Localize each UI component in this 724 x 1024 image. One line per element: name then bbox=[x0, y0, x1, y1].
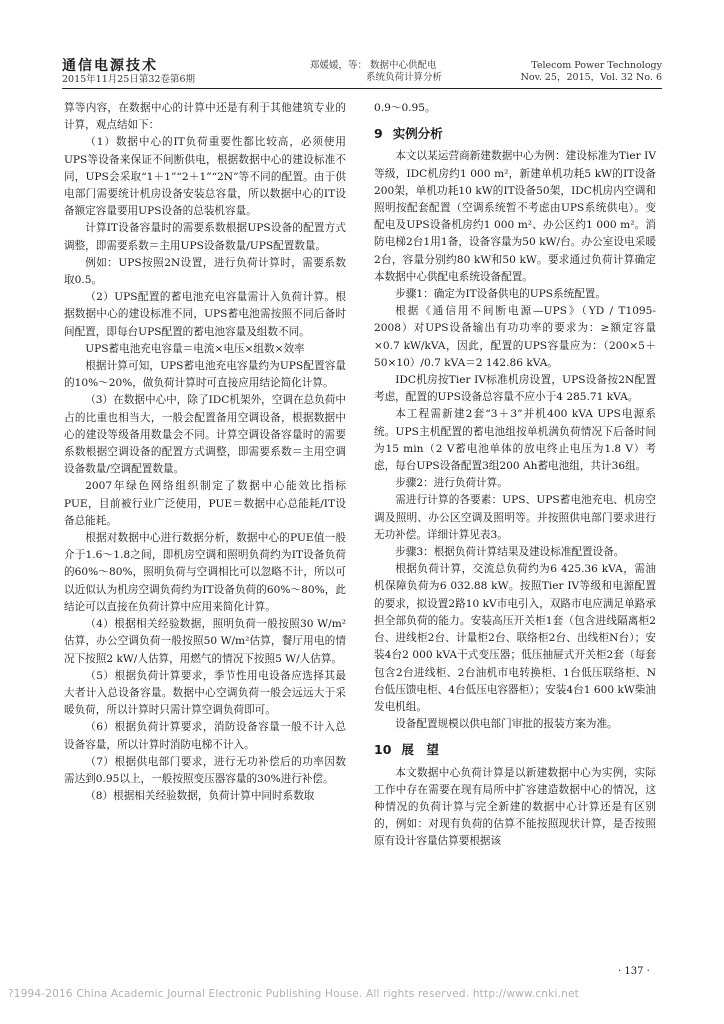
paragraph: 例如：UPS按照2N设置，进行负荷计算时，需要系数取0.5。 bbox=[64, 256, 346, 287]
section-number: 9 bbox=[374, 126, 383, 142]
paragraph: 步骤2：进行负荷计算。 bbox=[395, 477, 508, 490]
paragraph: 本工程需新建2套“3＋3”并机400 kVA UPS电源系统。UPS主机配置的蓄电池组按单机满负荷情况下后备时间为15 min（2 V蓄电池单体的放电终止电压为1.8 V）考虑，每台UPS设备配置3组200 Ah蓄电池组，共计36组。 bbox=[374, 408, 656, 473]
paragraph: 0.9～0.95。 bbox=[374, 102, 436, 114]
paragraph: 根据对数据中心进行数据分析，数据中心的PUE值一般介于1.6～1.8之间，即机房空调和照明负荷约为IT设备负荷的60%～80%，照明负荷与空调相比可以忽略不计，所以可以近似认为机房空调负荷约为IT设备负荷的60%～80%，此结论可以直接在负荷计算中应用来简化计算。 bbox=[64, 532, 346, 613]
paragraph: 步骤3：根据负荷计算结果及建设标准配置设备。 bbox=[395, 546, 625, 559]
section-number: 10 bbox=[374, 742, 392, 758]
section-heading-9 bbox=[374, 125, 656, 142]
header-authors: 郑媛媛，等： 数据中心供配电 bbox=[310, 60, 437, 71]
paragraph: （6）根据负荷计算要求，消防设备容量一般不计入总设备容量，所以计算时消防电梯不计入。 bbox=[64, 721, 346, 751]
paragraph: （7）根据供电部门要求，进行无功补偿后的功率因数需达到0.95以上，一般按照变压器容量的30%进行补偿。 bbox=[64, 755, 346, 785]
paragraph: （5）根据负荷计算要求，季节性用电设备应选择其最大者计入总设备容量。数据中心空调负荷一般会远远大于采暖负荷，所以计算时只需计算空调负荷即可。 bbox=[64, 669, 346, 717]
running-header bbox=[62, 58, 662, 89]
paragraph: （4）根据相关经验数据，照明负荷一般按照30 W/m²估算，办公空调负荷一般按照50 W/m²估算，餐厅用电的情况下按照2 kW/人估算，用燃气的情况下按照5 W/人估算。 bbox=[64, 618, 346, 665]
header-article-title: 系统负荷计算分析 bbox=[366, 72, 443, 83]
paragraph: 2007年绿色网络组织制定了数据中心能效比指标PUE，目前被行业广泛使用，PUE＝数据中心总能耗/IT设备总能耗。 bbox=[64, 480, 346, 527]
paragraph: 算等内容，在数据中心的计算中还是有利于其他建筑专业的计算，观点结如下： bbox=[64, 102, 346, 132]
issue-cn: 2015年11月25日第32卷第6期 bbox=[62, 74, 195, 85]
right-column bbox=[374, 100, 656, 851]
section-title: 实例分析 bbox=[392, 126, 443, 142]
paragraph: 设备配置规模以供电部门审批的报装方案为准。 bbox=[395, 718, 618, 731]
paragraph: 根据计算可知，UPS蓄电池充电容量约为UPS配置容量的10%～20%，做负荷计算时可直接应用结论简化计算。 bbox=[64, 360, 346, 390]
paragraph: （2）UPS配置的蓄电池充电容量需计入负荷计算。根据数据中心的建设标准不同，UPS蓄电池需按照不同后备时间配置，即每台UPS配置的蓄电池容量及组数不同。 bbox=[64, 291, 346, 338]
section-title: 展 望 bbox=[401, 742, 439, 758]
header-left bbox=[62, 58, 195, 86]
issue-en: Nov. 25，2015，Vol. 32 No. 6 bbox=[520, 72, 662, 83]
header-right bbox=[521, 60, 662, 84]
paragraph: IDC机房按Tier IV标准机房设置，UPS设备按2N配置考虑，配置的UPS设备总容量不应小于4 285.71 kVA。 bbox=[374, 374, 656, 404]
paragraph: 需进行计算的各要素：UPS、UPS蓄电池充电、机房空调及照明、办公区空调及照明等。并按照供电部门要求进行无功补偿。详细计算见表3。 bbox=[374, 494, 656, 541]
page-number: · 137 · bbox=[618, 966, 650, 977]
paragraph: 根据负荷计算，交流总负荷约为6 425.36 kVA，需油机保障负荷为6 032.88 kW。按照Tier IV等级和电源配置的要求，拟设置2路10 kV市电引入，双路市电应满足单路承担全部负荷的能力。安装高压开关柜1套（包含进线隔离柜2台、进线柜2台、计量柜2台、联络柜2台、出线柜N台）；安装4台2 000 kVA干式变压器；低压抽屉式开关柜2套（每套包含2台进线柜、2台油机市电转换柜、1台低压联络柜、N台低压馈电柜、4台低压电容器柜）；安装4台1 600 kW柴油发电机组。 bbox=[374, 563, 656, 713]
section-heading-10 bbox=[374, 741, 656, 758]
copyright-footer: ?1994-2016 China Academic Journal Electronic Publishing House. All rights reserved. http://www.cnki.net bbox=[8, 988, 579, 1000]
paragraph: （1）数据中心的IT负荷重要性都比较高，必须使用UPS等设备来保证不间断供电，根据数据中心的建设标准不同，UPS会采取“1＋1”“2＋1”“2N”等不同的配置。由于供电部门需要统计机房设备安装总容量，所以数据中心的IT设备额定容量要用UPS设备的总装机容量。 bbox=[64, 136, 346, 218]
left-column bbox=[64, 100, 346, 805]
paragraph: 本文以某运营商新建数据中心为例：建设标准为Tier IV等级，IDC机房约1 000 m²，新建单机功耗5 kW的IT设备200架，单机功耗10 kW的IT设备50架，IDC机房内空调和照明按配套配置（空调系统暂不考虑由UPS系统供电）。变配电及UPS设备机房约1 000 m²、办公区约1 000 m²。消防电梯2台1用1备，设备容量为50 kW/台。办公室设电采暖2台，容量分别约80 kW和50 kW。要求通过负荷计算确定本数据中心供配电系统设备配置。 bbox=[374, 150, 656, 283]
header-middle bbox=[310, 60, 470, 84]
formula-line: UPS蓄电池充电容量＝电流×电压×组数×效率 bbox=[85, 342, 305, 355]
journal-title-cn: 通信电源技术 bbox=[62, 58, 158, 74]
paragraph: （3）在数据中心中，除了IDC机架外，空调在总负荷中占的比重也相当大，一般会配置备用空调设备，根据数据中心的建设等级备用数量会不同。计算空调设备容量时的需要系数根据空调设备的配置方式调整，即需要系数＝主用空调设备数量/空调配置数量。 bbox=[64, 394, 346, 476]
paragraph: 本文数据中心负荷计算是以新建数据中心为实例，实际工作中存在需要在现有局所中扩容建造数据中心的情况，这种情况的负荷计算与完全新建的数据中心计算还是有区别的，例如：对现有负荷的估算不能按照现状计算，是否按照原有设计容量估算要根据该 bbox=[374, 766, 656, 848]
paragraph: （8）根据相关经验数据，负荷计算中同时系数取 bbox=[85, 790, 315, 803]
paragraph: 计算IT设备容量时的需要系数根据UPS设备的配置方式调整，即需要系数＝主用UPS设备数量/UPS配置数量。 bbox=[64, 222, 346, 252]
paragraph: 根据《通信用不间断电源—UPS》（YD / T1095-2008）对UPS设备输出有功功率的要求为：≥额定容量×0.7 kW/kVA，因此，配置的UPS容量应为：（200×5＋50×10）/0.7 kVA＝2 142.86 kVA。 bbox=[374, 305, 656, 369]
journal-title-en: Telecom Power Technology bbox=[531, 60, 662, 71]
paragraph: 步骤1：确定为IT设备供电的UPS系统配置。 bbox=[395, 288, 606, 301]
